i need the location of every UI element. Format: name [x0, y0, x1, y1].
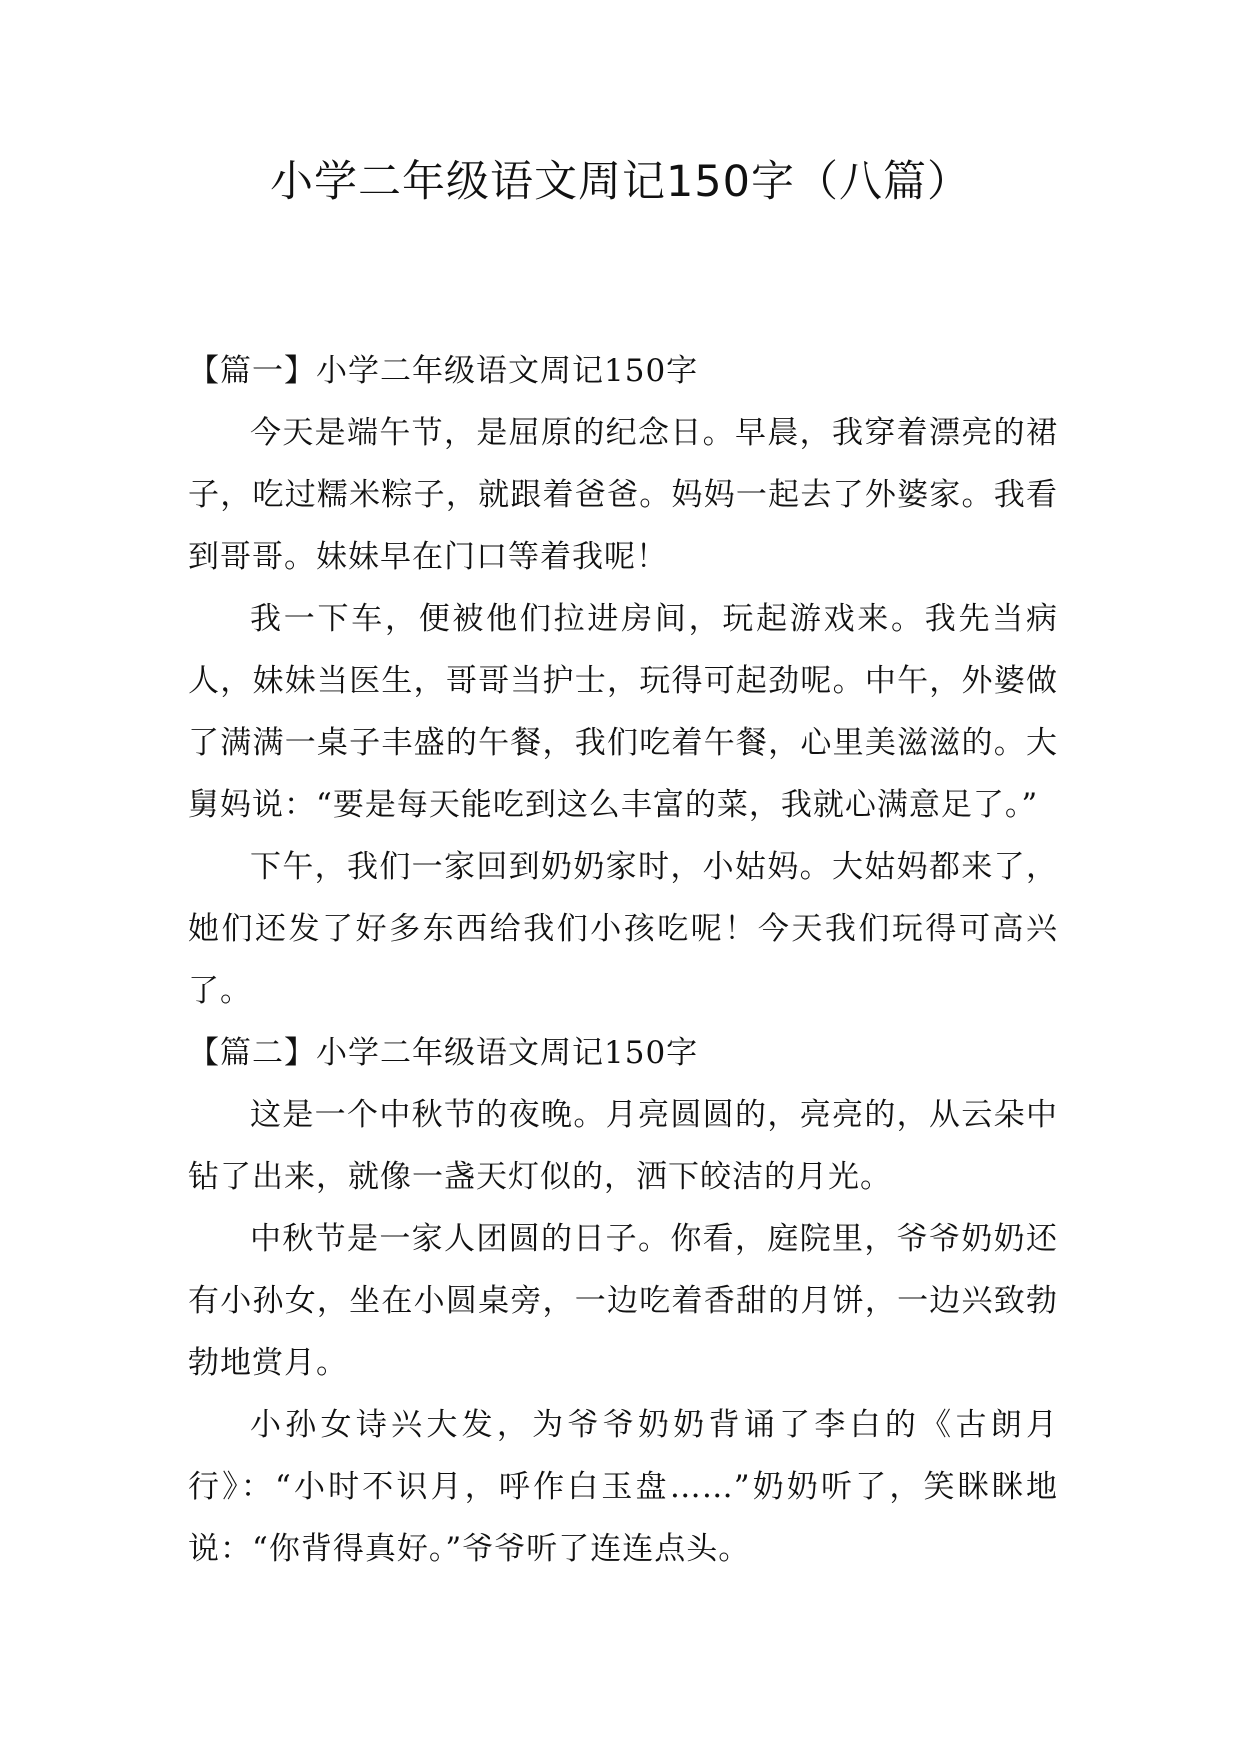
section-heading: 【篇一】小学二年级语文周记150字	[188, 353, 699, 389]
section-2	[188, 1022, 1058, 1580]
paragraph: 中秋节是一家人团圆的日子。你看，庭院里，爷爷奶奶还有小孙女，坐在小圆桌旁，一边吃着香甜的月饼，一边兴致勃勃地赏月。	[188, 1221, 1058, 1381]
document-title: 小学二年级语文周记150字（八篇）	[269, 157, 972, 207]
paragraph: 小孙女诗兴大发，为爷爷奶奶背诵了李白的《古朗月行》：“小时不识月，呼作白玉盘……”奶奶听了，笑眯眯地说：“你背得真好。”爷爷听了连连点头。	[188, 1407, 1058, 1567]
paragraph: 这是一个中秋节的夜晚。月亮圆圆的，亮亮的，从云朵中钻了出来，就像一盏天灯似的，洒下皎洁的月光。	[188, 1097, 1058, 1195]
document-body	[188, 340, 1058, 1580]
paragraph: 我一下车，便被他们拉进房间，玩起游戏来。我先当病人，妹妹当医生，哥哥当护士，玩得可起劲呢。中午，外婆做了满满一桌子丰盛的午餐，我们吃着午餐，心里美滋滋的。大舅妈说：“要是每天能吃到这么丰富的菜，我就心满意足了。”	[188, 601, 1058, 823]
paragraph: 今天是端午节，是屈原的纪念日。早晨，我穿着漂亮的裙子，吃过糯米粽子，就跟着爸爸。妈妈一起去了外婆家。我看到哥哥。妹妹早在门口等着我呢！	[188, 415, 1058, 575]
paragraph: 下午，我们一家回到奶奶家时，小姑妈。大姑妈都来了，她们还发了好多东西给我们小孩吃呢！今天我们玩得可高兴了。	[188, 849, 1058, 1009]
section-heading: 【篇二】小学二年级语文周记150字	[188, 1035, 699, 1071]
section-1	[188, 340, 1058, 1022]
